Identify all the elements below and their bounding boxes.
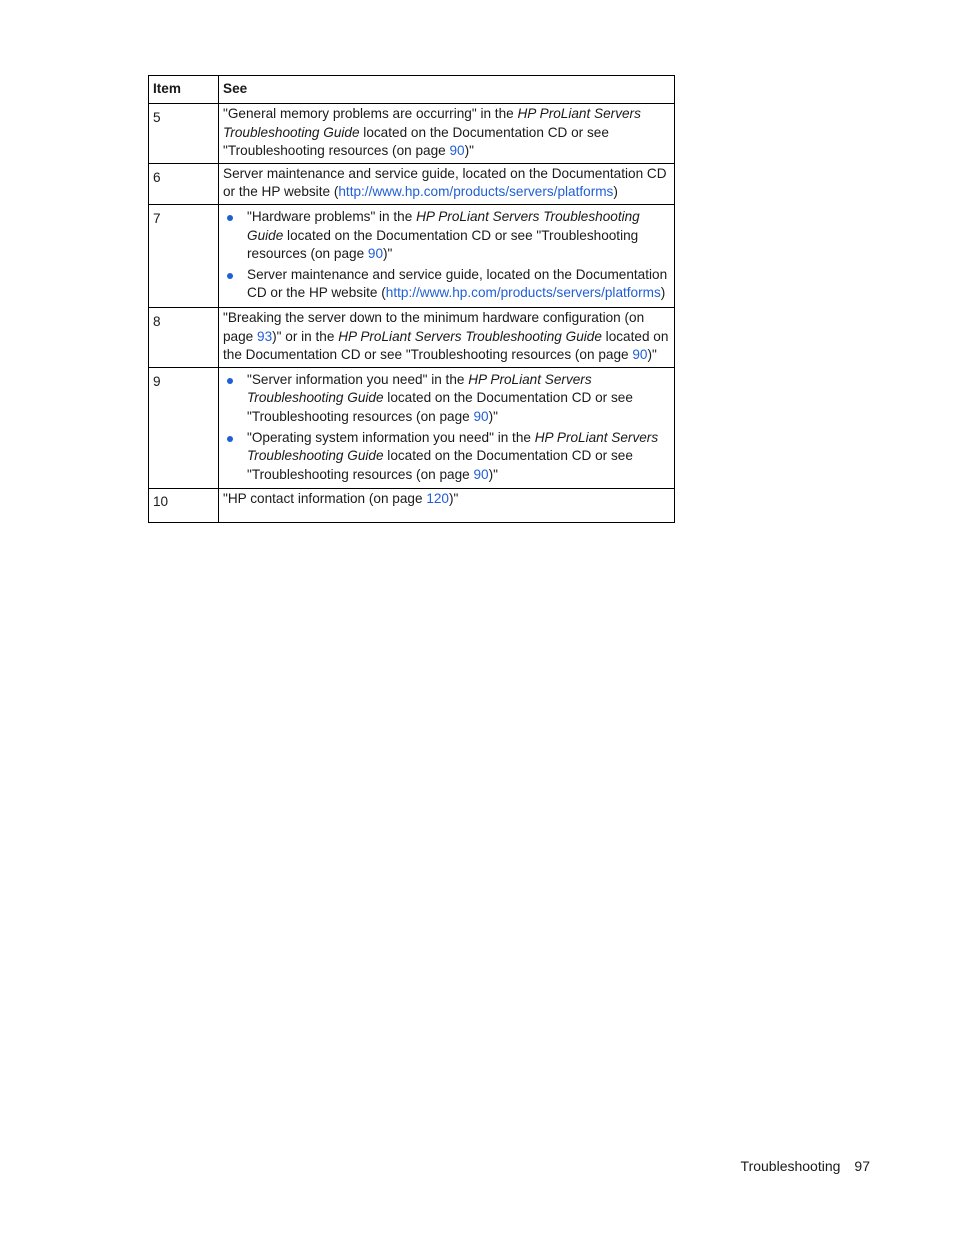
see-text: )" [488, 466, 498, 482]
page-link[interactable]: 90 [473, 466, 489, 482]
see-text: )" [647, 347, 657, 363]
see-text: "General memory problems are occurring" in the [223, 106, 518, 121]
see-text: Server maintenance and service guide, located on the Documentation CD or the HP website ( [223, 165, 667, 200]
table-row [149, 307, 675, 367]
see-text: located on the Documentation CD or see "Troubleshooting resources (on page [247, 227, 639, 262]
see-text: )" or in the [272, 328, 339, 344]
table-row [149, 204, 675, 307]
column-header-item: Item [149, 76, 219, 104]
guide-title: HP ProLiant Servers Troubleshooting Guide [223, 106, 641, 140]
column-header-see: See [219, 76, 675, 104]
see-cell [219, 163, 675, 204]
see-text: )" [464, 143, 474, 159]
see-text: "Server information you need" in the [247, 371, 469, 387]
item-number: 6 [149, 163, 219, 204]
see-text: located on the Documentation CD or see "Troubleshooting resources (on page [247, 448, 633, 482]
table-row [149, 163, 675, 204]
page-link[interactable]: 120 [426, 491, 449, 507]
bullet-list [223, 208, 670, 303]
page-link[interactable]: 90 [632, 347, 648, 363]
see-text: "Breaking the server down to the minimum hardware configuration (on page [223, 309, 645, 344]
item-number: 9 [149, 367, 219, 489]
see-cell [219, 367, 675, 489]
see-text: ) [660, 285, 666, 301]
see-text: located on the Documentation CD or see "Troubleshooting resources (on page [247, 390, 633, 424]
page-link[interactable]: 90 [473, 408, 489, 424]
item-number: 8 [149, 307, 219, 367]
page-link[interactable]: 90 [449, 143, 465, 159]
bullet-list [223, 371, 670, 485]
see-cell [219, 104, 675, 164]
see-cell [219, 489, 675, 523]
see-text: located on the Documentation CD or see "Troubleshooting resources (on page [223, 124, 609, 159]
list-item [247, 429, 670, 485]
see-text: )" [488, 408, 498, 424]
see-text: ) [613, 184, 618, 200]
see-text: )" [383, 246, 393, 262]
list-item [247, 371, 670, 427]
see-text: located on the Documentation CD or see "Troubleshooting resources (on page [223, 328, 669, 363]
website-link[interactable]: http://www.hp.com/products/servers/platforms [385, 285, 661, 301]
table-header-row [149, 76, 675, 104]
guide-title: HP ProLiant Servers Troubleshooting Guide [247, 208, 640, 243]
page-number: 97 [854, 1158, 870, 1174]
see-text: )" [449, 491, 459, 507]
see-text: "Hardware problems" in the [247, 208, 417, 224]
table-row [149, 104, 675, 164]
item-number: 10 [149, 489, 219, 523]
troubleshooting-reference-table [148, 75, 675, 523]
footer-section-title: Troubleshooting [740, 1158, 841, 1174]
see-text: Server maintenance and service guide, located on the Documentation CD or the HP website ( [247, 266, 668, 301]
table-row [149, 367, 675, 489]
page-link[interactable]: 90 [367, 246, 384, 262]
guide-title: HP ProLiant Servers Troubleshooting Guide [247, 429, 659, 464]
see-text: "HP contact information (on page [223, 491, 427, 507]
see-cell [219, 204, 675, 307]
page-link[interactable]: 93 [257, 328, 273, 344]
item-number: 7 [149, 204, 219, 307]
page-footer [741, 1158, 870, 1174]
table-row [149, 489, 675, 523]
guide-title: HP ProLiant Servers Troubleshooting Guide [247, 371, 592, 406]
list-item [247, 266, 670, 303]
website-link[interactable]: http://www.hp.com/products/servers/platforms [338, 184, 614, 200]
list-item [247, 208, 670, 264]
guide-title: HP ProLiant Servers Troubleshooting Guide [338, 328, 602, 344]
see-text: "Operating system information you need" in the [247, 429, 535, 445]
see-cell [219, 307, 675, 367]
item-number: 5 [149, 104, 219, 164]
